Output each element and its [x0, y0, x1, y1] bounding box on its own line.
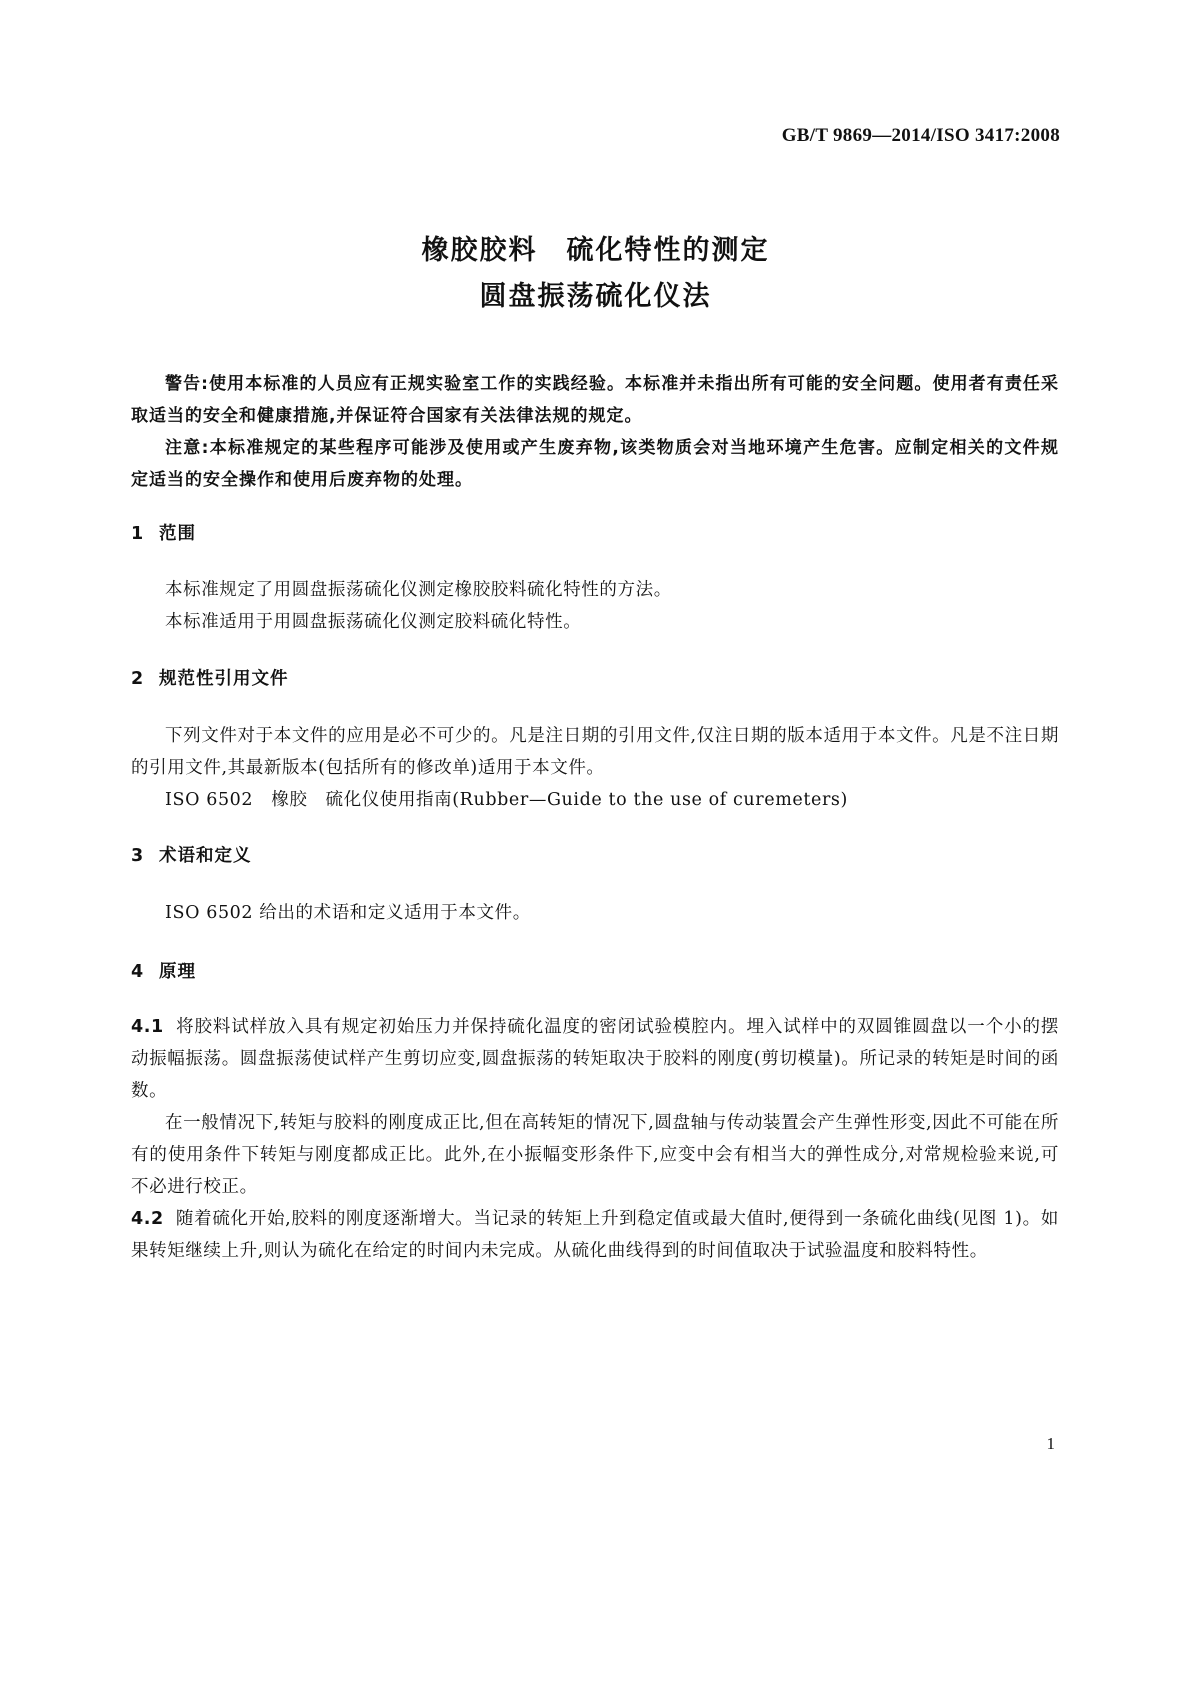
paragraph: 下列文件对于本文件的应用是必不可少的。凡是注日期的引用文件,仅注日期的版本适用于本文件。凡是不注日期的引用文件,其最新版本(包括所有的修改单)适用于本文件。: [131, 726, 1059, 778]
clause-number: 4.2: [131, 1209, 164, 1229]
warning-block: [131, 368, 1059, 496]
paragraph: 本标准适用于用圆盘振荡硫化仪测定胶料硫化特性。: [165, 612, 582, 632]
section-title: 术语和定义: [159, 846, 252, 866]
notice-paragraph: 注意:本标准规定的某些程序可能涉及使用或产生废弃物,该类物质会对当地环境产生危害。应制定相关的文件规定适当的安全操作和使用后废弃物的处理。: [131, 438, 1059, 490]
paragraph: ISO 6502 给出的术语和定义适用于本文件。: [165, 903, 531, 923]
section-number: 1: [131, 524, 145, 544]
section-number: 2: [131, 669, 145, 689]
section-3-body: [131, 897, 1059, 929]
clause-text: 随着硫化开始,胶料的刚度逐渐增大。当记录的转矩上升到稳定值或最大值时,便得到一条硫化曲线(见图 1)。如果转矩继续上升,则认为硫化在给定的时间内未完成。从硫化曲线得到的时间值取决于试验温度和胶料特性。: [131, 1209, 1059, 1261]
section-4-body: [131, 1011, 1059, 1267]
normative-reference: ISO 6502 橡胶 硫化仪使用指南(Rubber—Guide to the use of curemeters): [165, 790, 848, 810]
page-number: 1: [1046, 1434, 1055, 1453]
section-title: 原理: [159, 962, 196, 982]
section-number: 3: [131, 846, 145, 866]
paragraph: 在一般情况下,转矩与胶料的刚度成正比,但在高转矩的情况下,圆盘轴与传动装置会产生弹性形变,因此不可能在所有的使用条件下转矩与刚度都成正比。此外,在小振幅变形条件下,应变中会有相当大的弹性成分,对常规检验来说,可不必进行校正。: [131, 1113, 1059, 1197]
section-number: 4: [131, 962, 145, 982]
clause-text: 将胶料试样放入具有规定初始压力并保持硫化温度的密闭试验模腔内。埋入试样中的双圆锥圆盘以一个小的摆动振幅振荡。圆盘振荡使试样产生剪切应变,圆盘振荡的转矩取决于胶料的刚度(剪切模量)。所记录的转矩是时间的函数。: [131, 1017, 1059, 1101]
section-1-heading: [131, 518, 1059, 550]
document-title-line-2: 圆盘振荡硫化仪法: [479, 281, 712, 312]
standard-code: GB/T 9869—2014/ISO 3417:2008: [781, 125, 1060, 146]
clause-4-1: [131, 1011, 1059, 1107]
section-title: 规范性引用文件: [159, 669, 289, 689]
document-title-line-1: 橡胶胶料 硫化特性的测定: [421, 235, 770, 266]
section-title: 范围: [159, 524, 196, 544]
clause-4-2: [131, 1203, 1059, 1267]
warning-paragraph: 警告:使用本标准的人员应有正规实验室工作的实践经验。本标准并未指出所有可能的安全问题。使用者有责任采取适当的安全和健康措施,并保证符合国家有关法律法规的规定。: [131, 374, 1059, 426]
section-2-body: [131, 720, 1059, 816]
section-3-heading: [131, 840, 1059, 872]
section-1-body: [131, 574, 1059, 638]
paragraph: 本标准规定了用圆盘振荡硫化仪测定橡胶胶料硫化特性的方法。: [165, 580, 672, 600]
section-2-heading: [131, 663, 1059, 695]
clause-number: 4.1: [131, 1017, 164, 1037]
section-4-heading: [131, 956, 1059, 988]
